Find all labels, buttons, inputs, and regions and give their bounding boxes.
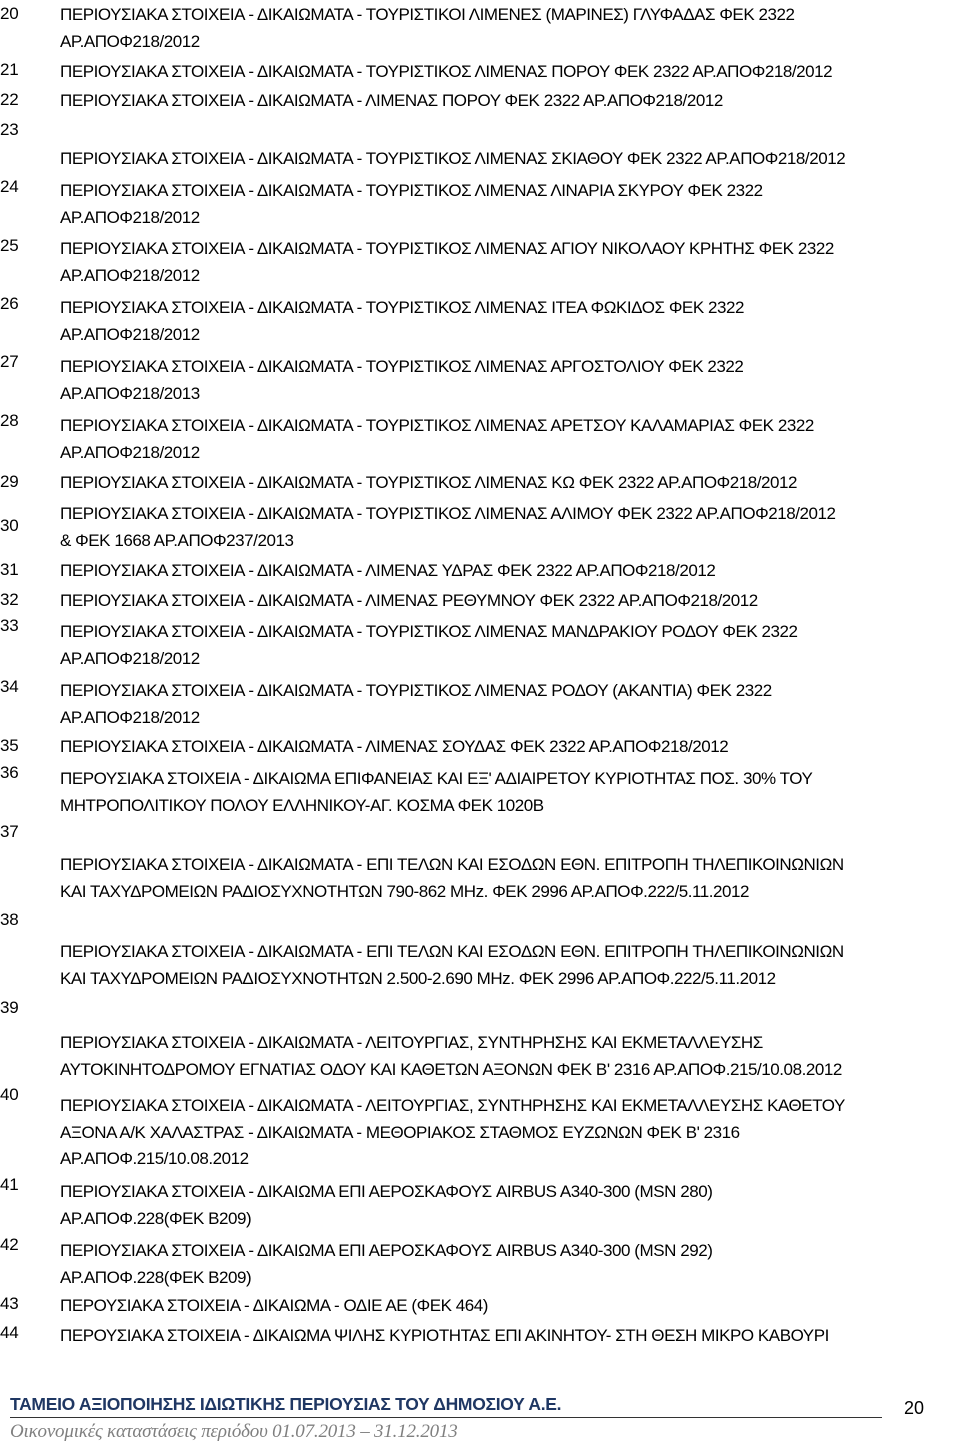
entry-text: ΠΕΡΙΟΥΣΙΑΚΑ ΣΤΟΙΧΕΙΑ - ΔΙΚΑΙΩΜΑΤΑ - ΤΟΥΡΙΣΤΙΚΟΣ ΛΙΜΕΝΑΣ ΑΡΕΤΣΟΥ ΚΑΛΑΜΑΡΙΑΣ ΦΕΚ 2322 ΑΡ.ΑΠΟΦ218/2012 <box>60 416 814 462</box>
entry-text: ΠΕΡΙΟΥΣΙΑΚΑ ΣΤΟΙΧΕΙΑ - ΔΙΚΑΙΩΜΑΤΑ - ΤΟΥΡΙΣΤΙΚΟΣ ΛΙΜΕΝΑΣ ΡΟΔΟΥ (ΑΚΑΝΤΙΑ) ΦΕΚ 2322 ΑΡ.ΑΠΟΦ218/2012 <box>60 681 772 727</box>
entry-number: 38 <box>0 910 19 929</box>
entry-text: ΠΕΡΙΟΥΣΙΑΚΑ ΣΤΟΙΧΕΙΑ - ΔΙΚΑΙΩΜΑΤΑ - ΛΙΜΕΝΑΣ ΥΔΡΑΣ ΦΕΚ 2322 ΑΡ.ΑΠΟΦ218/2012 <box>60 561 716 580</box>
entry-number: 22 <box>0 90 19 109</box>
entry-text: ΠΕΡΙΟΥΣΙΑΚΑ ΣΤΟΙΧΕΙΑ - ΔΙΚΑΙΩΜΑΤΑ - ΤΟΥΡΙΣΤΙΚΟΣ ΛΙΜΕΝΑΣ ΑΓΙΟΥ ΝΙΚΟΛΑΟΥ ΚΡΗΤΗΣ ΦΕΚ 2322 ΑΡ.ΑΠΟΦ218/2012 <box>60 239 834 285</box>
entry-number: 20 <box>0 4 19 23</box>
footer-period-subtitle: Οικονομικές καταστάσεις περιόδου 01.07.2013 – 31.12.2013 <box>10 1421 458 1442</box>
entry-text: ΠΕΡΙΟΥΣΙΑΚΑ ΣΤΟΙΧΕΙΑ - ΔΙΚΑΙΩΜΑΤΑ - ΤΟΥΡΙΣΤΙΚΟΣ ΛΙΜΕΝΑΣ ΣΚΙΑΘΟΥ ΦΕΚ 2322 ΑΡ.ΑΠΟΦ218/2012 <box>60 149 846 168</box>
entry-text: ΠΕΡΙΟΥΣΙΑΚΑ ΣΤΟΙΧΕΙΑ - ΔΙΚΑΙΩΜΑΤΑ - ΛΕΙΤΟΥΡΓΙΑΣ, ΣΥΝΤΗΡΗΣΗΣ ΚΑΙ ΕΚΜΕΤΑΛΛΕΥΣΗΣ ΚΑΘΕΤΟΥ ΑΞΟΝΑ Α/Κ ΧΑΛΑΣΤΡΑΣ - ΔΙΚΑΙΩΜΑΤΑ - ΜΕΘΟΡΙΑΚΟΣ ΣΤΑΘΜΟΣ ΕΥΖΩΝΩΝ ΦΕΚ Β' 2316 ΑΡ.ΑΠΟΦ.215/10.08.2012 <box>60 1096 845 1168</box>
entry-number: 43 <box>0 1294 19 1313</box>
entry-text: ΠΕΡΙΟΥΣΙΑΚΑ ΣΤΟΙΧΕΙΑ - ΔΙΚΑΙΩΜΑ ΕΠΙ ΑΕΡΟΣΚΑΦΟΥΣ AIRBUS A340-300 (MSN 280) ΑΡ.ΑΠΟΦ.228(ΦΕΚ Β209) <box>60 1182 713 1228</box>
entry-text: ΠΕΡΟΥΣΙΑΚΑ ΣΤΟΙΧΕΙΑ - ΔΙΚΑΙΩΜΑ ΕΠΙΦΑΝΕΙΑΣ ΚΑΙ ΕΞ' ΑΔΙΑΙΡΕΤΟΥ ΚΥΡΙΟΤΗΤΑΣ ΠΟΣ. 30% ΤΟΥ ΜΗΤΡΟΠΟΛΙΤΙΚΟΥ ΠΟΛΟΥ ΕΛΛΗΝΙΚΟΥ-ΑΓ. ΚΟΣΜΑ ΦΕΚ 1020Β <box>60 769 813 815</box>
entry-number: 26 <box>0 294 19 313</box>
entry-text: ΠΕΡΟΥΣΙΑΚΑ ΣΤΟΙΧΕΙΑ - ΔΙΚΑΙΩΜΑ ΨΙΛΗΣ ΚΥΡΙΟΤΗΤΑΣ ΕΠΙ ΑΚΙΝΗΤΟΥ- ΣΤΗ ΘΕΣΗ ΜΙΚΡΟ ΚΑΒΟΥΡΙ <box>60 1326 829 1345</box>
entry-number: 41 <box>0 1175 19 1194</box>
entry-number: 42 <box>0 1235 19 1254</box>
entry-text: ΠΕΡΙΟΥΣΙΑΚΑ ΣΤΟΙΧΕΙΑ - ΔΙΚΑΙΩΜΑΤΑ - ΤΟΥΡΙΣΤΙΚΟΣ ΛΙΜΕΝΑΣ ΙΤΕΑ ΦΩΚΙΔΟΣ ΦΕΚ 2322 ΑΡ.ΑΠΟΦ218/2012 <box>60 298 744 344</box>
entry-text: ΠΕΡΙΟΥΣΙΑΚΑ ΣΤΟΙΧΕΙΑ - ΔΙΚΑΙΩΜΑΤΑ - ΤΟΥΡΙΣΤΙΚΟΙ ΛΙΜΕΝΕΣ (ΜΑΡΙΝΕΣ) ΓΛΥΦΑΔΑΣ ΦΕΚ 2322 ΑΡ.ΑΠΟΦ218/2012 <box>60 5 795 51</box>
entry-text: ΠΕΡΙΟΥΣΙΑΚΑ ΣΤΟΙΧΕΙΑ - ΔΙΚΑΙΩΜΑΤΑ - ΛΕΙΤΟΥΡΓΙΑΣ, ΣΥΝΤΗΡΗΣΗΣ ΚΑΙ ΕΚΜΕΤΑΛΛΕΥΣΗΣ ΑΥΤΟΚΙΝΗΤΟΔΡΟΜΟΥ ΕΓΝΑΤΙΑΣ ΟΔΟΥ ΚΑΙ ΚΑΘΕΤΩΝ ΑΞΟΝΩΝ ΦΕΚ Β' 2316 ΑΡ.ΑΠΟΦ.215/10.08.2012 <box>60 1033 842 1079</box>
entry-number: 30 <box>0 516 19 535</box>
entry-number: 36 <box>0 763 19 782</box>
entry-number: 21 <box>0 60 19 79</box>
entry-number: 27 <box>0 352 19 371</box>
page-number: 20 <box>904 1398 925 1418</box>
entry-text: ΠΕΡΙΟΥΣΙΑΚΑ ΣΤΟΙΧΕΙΑ - ΔΙΚΑΙΩΜΑΤΑ - ΤΟΥΡΙΣΤΙΚΟΣ ΛΙΜΕΝΑΣ ΜΑΝΔΡΑΚΙΟΥ ΡΟΔΟΥ ΦΕΚ 2322 ΑΡ.ΑΠΟΦ218/2012 <box>60 622 798 668</box>
entry-text: ΠΕΡΟΥΣΙΑΚΑ ΣΤΟΙΧΕΙΑ - ΔΙΚΑΙΩΜΑ - ΟΔΙΕ ΑΕ (ΦΕΚ 464) <box>60 1296 488 1315</box>
entry-text: ΠΕΡΙΟΥΣΙΑΚΑ ΣΤΟΙΧΕΙΑ - ΔΙΚΑΙΩΜΑΤΑ - ΤΟΥΡΙΣΤΙΚΟΣ ΛΙΜΕΝΑΣ ΛΙΝΑΡΙΑ ΣΚΥΡΟΥ ΦΕΚ 2322 ΑΡ.ΑΠΟΦ218/2012 <box>60 181 763 227</box>
entry-number: 39 <box>0 998 19 1017</box>
entry-text: ΠΕΡΙΟΥΣΙΑΚΑ ΣΤΟΙΧΕΙΑ - ΔΙΚΑΙΩΜΑΤΑ - ΕΠΙ ΤΕΛΩΝ ΚΑΙ ΕΣΟΔΩΝ ΕΘΝ. ΕΠΙΤΡΟΠΗ ΤΗΛΕΠΙΚΟΙΝΩΝΙΩΝ ΚΑΙ ΤΑΧΥΔΡΟΜΕΙΩΝ ΡΑΔΙΟΣΥΧΝΟΤΗΤΩΝ 2.500-2.690 MHz. ΦΕΚ 2996 ΑΡ.ΑΠΟΦ.222/5.11.2012 <box>60 942 844 988</box>
entry-number: 31 <box>0 560 19 579</box>
entry-number: 37 <box>0 822 19 841</box>
entry-number: 25 <box>0 236 19 255</box>
entry-number: 29 <box>0 472 19 491</box>
entry-number: 33 <box>0 616 19 635</box>
entry-text: ΠΕΡΙΟΥΣΙΑΚΑ ΣΤΟΙΧΕΙΑ - ΔΙΚΑΙΩΜΑΤΑ - ΤΟΥΡΙΣΤΙΚΟΣ ΛΙΜΕΝΑΣ ΑΡΓΟΣΤΟΛΙΟΥ ΦΕΚ 2322 ΑΡ.ΑΠΟΦ218/2013 <box>60 357 744 403</box>
entry-number: 28 <box>0 411 19 430</box>
entry-number: 44 <box>0 1323 19 1342</box>
entry-number: 24 <box>0 177 19 196</box>
entry-text: ΠΕΡΙΟΥΣΙΑΚΑ ΣΤΟΙΧΕΙΑ - ΔΙΚΑΙΩΜΑΤΑ - ΛΙΜΕΝΑΣ ΠΟΡΟΥ ΦΕΚ 2322 ΑΡ.ΑΠΟΦ218/2012 <box>60 91 723 110</box>
entry-text: ΠΕΡΙΟΥΣΙΑΚΑ ΣΤΟΙΧΕΙΑ - ΔΙΚΑΙΩΜΑΤΑ - ΤΟΥΡΙΣΤΙΚΟΣ ΛΙΜΕΝΑΣ ΑΛΙΜΟΥ ΦΕΚ 2322 ΑΡ.ΑΠΟΦ218/2012 & ΦΕΚ 1668 ΑΡ.ΑΠΟΦ237/2013 <box>60 504 836 550</box>
entry-text: ΠΕΡΙΟΥΣΙΑΚΑ ΣΤΟΙΧΕΙΑ - ΔΙΚΑΙΩΜΑΤΑ - ΛΙΜΕΝΑΣ ΡΕΘΥΜΝΟΥ ΦΕΚ 2322 ΑΡ.ΑΠΟΦ218/2012 <box>60 591 758 610</box>
entry-number: 23 <box>0 120 19 139</box>
entry-text: ΠΕΡΙΟΥΣΙΑΚΑ ΣΤΟΙΧΕΙΑ - ΔΙΚΑΙΩΜΑ ΕΠΙ ΑΕΡΟΣΚΑΦΟΥΣ AIRBUS A340-300 (MSN 292) ΑΡ.ΑΠΟΦ.228(ΦΕΚ Β209) <box>60 1241 713 1287</box>
entry-number: 32 <box>0 590 19 609</box>
footer-organization-title: ΤΑΜΕΙΟ ΑΞΙΟΠΟΙΗΣΗΣ ΙΔΙΩΤΙΚΗΣ ΠΕΡΙΟΥΣΙΑΣ ΤΟΥ ΔΗΜΟΣΙΟΥ Α.Ε. <box>10 1394 562 1414</box>
entry-text: ΠΕΡΙΟΥΣΙΑΚΑ ΣΤΟΙΧΕΙΑ - ΔΙΚΑΙΩΜΑΤΑ - ΕΠΙ ΤΕΛΩΝ ΚΑΙ ΕΣΟΔΩΝ ΕΘΝ. ΕΠΙΤΡΟΠΗ ΤΗΛΕΠΙΚΟΙΝΩΝΙΩΝ ΚΑΙ ΤΑΧΥΔΡΟΜΕΙΩΝ ΡΑΔΙΟΣΥΧΝΟΤΗΤΩΝ 790-862 MHz. ΦΕΚ 2996 ΑΡ.ΑΠΟΦ.222/5.11.2012 <box>60 855 844 901</box>
footer-divider <box>10 1417 882 1418</box>
entry-number: 35 <box>0 736 19 755</box>
entry-text: ΠΕΡΙΟΥΣΙΑΚΑ ΣΤΟΙΧΕΙΑ - ΔΙΚΑΙΩΜΑΤΑ - ΛΙΜΕΝΑΣ ΣΟΥΔΑΣ ΦΕΚ 2322 ΑΡ.ΑΠΟΦ218/2012 <box>60 737 729 756</box>
entry-number: 34 <box>0 677 19 696</box>
entry-text: ΠΕΡΙΟΥΣΙΑΚΑ ΣΤΟΙΧΕΙΑ - ΔΙΚΑΙΩΜΑΤΑ - ΤΟΥΡΙΣΤΙΚΟΣ ΛΙΜΕΝΑΣ ΚΩ ΦΕΚ 2322 ΑΡ.ΑΠΟΦ218/2012 <box>60 473 798 492</box>
entry-number: 40 <box>0 1085 19 1104</box>
entry-text: ΠΕΡΙΟΥΣΙΑΚΑ ΣΤΟΙΧΕΙΑ - ΔΙΚΑΙΩΜΑΤΑ - ΤΟΥΡΙΣΤΙΚΟΣ ΛΙΜΕΝΑΣ ΠΟΡΟΥ ΦΕΚ 2322 ΑΡ.ΑΠΟΦ218/2012 <box>60 62 833 81</box>
